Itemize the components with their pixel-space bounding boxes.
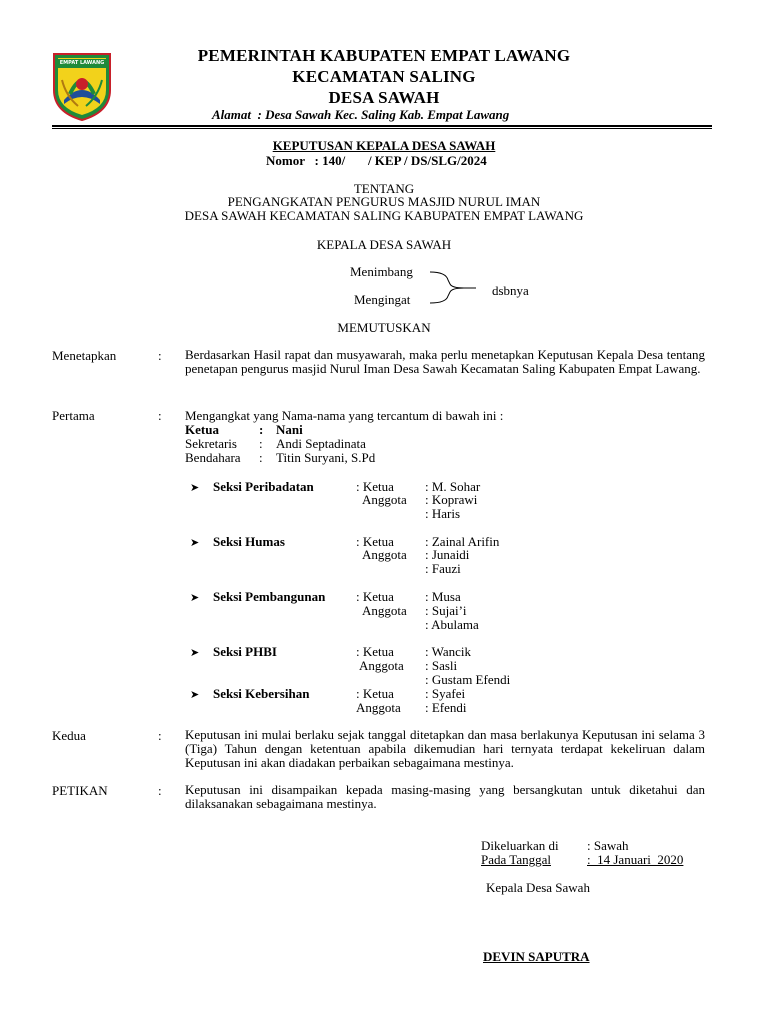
considering-label: Menimbang <box>350 264 413 279</box>
section-head-label: : Ketua <box>356 479 394 494</box>
core-name: Titin Suryani, S.Pd <box>276 450 376 465</box>
section-title: Seksi Kebersihan <box>213 686 310 701</box>
core-role: Ketua <box>185 422 219 437</box>
etc-label: dsbnya <box>492 283 529 298</box>
section-title: Seksi PHBI <box>213 644 277 659</box>
kedua-label: Kedua <box>52 728 86 743</box>
section-member-label: Anggota <box>359 658 404 673</box>
section-head-label: : Ketua <box>356 589 394 604</box>
core-role: Bendahara <box>185 450 241 465</box>
decides-heading: MEMUTUSKAN <box>337 320 431 335</box>
section-name: : Efendi <box>425 700 467 715</box>
letterhead-line-1: PEMERINTAH KABUPATEN EMPAT LAWANG <box>197 46 571 65</box>
date-value: : 14 Januari 2020 <box>587 852 684 867</box>
about-label: TENTANG <box>353 181 415 196</box>
letterhead-line-3: DESA SAWAH <box>328 88 440 107</box>
menetapkan-colon: : <box>158 348 162 363</box>
issued-at-label: Dikeluarkan di <box>481 838 559 853</box>
pertama-intro: Mengangkat yang Nama-nama yang tercantum di bawah ini : <box>185 408 504 423</box>
section-title: Seksi Peribadatan <box>213 479 314 494</box>
section-name: : Koprawi <box>425 492 478 507</box>
letterhead-line-2: KECAMATAN SALING <box>292 67 476 86</box>
address-line <box>212 107 509 123</box>
signer-name: DEVIN SAPUTRA <box>483 949 590 964</box>
date-label: Pada Tanggal <box>481 852 551 867</box>
subject-line-2: DESA SAWAH KECAMATAN SALING KABUPATEN EMPAT LAWANG <box>184 208 584 223</box>
logo-text: EMPAT LAWANG <box>59 60 105 66</box>
section-head-label: : Ketua <box>356 644 394 659</box>
kedua-text: Keputusan ini mulai berlaku sejak tanggal ditetapkan dan masa berlakunya Keputusan ini selama 3 (Tiga) Tahun dengan ketentuan apabila dikemudian hari ternyata terdapat kekeliruan dalam Keputusan ini akan diadakan perbaikan sebagaimana mestinya. <box>185 727 705 770</box>
pertama-colon: : <box>158 408 162 423</box>
core-name: Andi Septadinata <box>276 436 366 451</box>
menetapkan-text: Berdasarkan Hasil rapat dan musyawarah, maka perlu menetapkan Keputusan Kepala Desa tentang penetapan pengurus masjid Nurul Iman Desa Sawah Kecamatan Saling Kabupaten Empat Lawang. <box>185 347 705 376</box>
bullet-arrow-icon: ➤ <box>190 646 200 659</box>
section-member-label: Anggota <box>362 492 407 507</box>
curly-brace-icon <box>430 270 478 311</box>
section-name: : Fauzi <box>425 561 461 576</box>
bullet-arrow-icon: ➤ <box>190 591 200 604</box>
section-head-label: : Ketua <box>356 534 394 549</box>
petikan-colon: : <box>158 783 162 798</box>
section-head-label: : Ketua <box>356 686 394 701</box>
section-name: : Haris <box>425 506 461 521</box>
issued-at-value: : Sawah <box>587 838 629 853</box>
section-name: : Musa <box>425 589 461 604</box>
section-name: : Gustam Efendi <box>425 672 511 687</box>
core-role: Sekretaris <box>185 436 237 451</box>
section-name: : Junaidi <box>425 547 470 562</box>
petikan-text: Keputusan ini disampaikan kepada masing-masing yang bersangkutan untuk diketahui dan dilaksanakan sebagaimana mestinya. <box>185 782 705 811</box>
decree-number: Nomor : 140/ / KEP / DS/SLG/2024 <box>266 153 487 168</box>
section-name: : M. Sohar <box>425 479 481 494</box>
pertama-label: Pertama <box>52 408 95 423</box>
section-name: : Sujai’i <box>425 603 467 618</box>
authority-title: KEPALA DESA SAWAH <box>316 237 452 252</box>
section-member-label: Anggota <box>362 547 407 562</box>
core-colon: : <box>259 450 263 465</box>
letterhead-rule <box>52 125 712 129</box>
section-name: : Wancik <box>425 644 472 659</box>
address-value: : Desa Sawah Kec. Saling Kab. Empat Lawang <box>257 107 510 122</box>
bullet-arrow-icon: ➤ <box>190 481 200 494</box>
subject-line-1: PENGANGKATAN PENGURUS MASJID NURUL IMAN <box>227 194 541 209</box>
section-title: Seksi Humas <box>213 534 285 549</box>
kedua-colon: : <box>158 728 162 743</box>
section-name: : Abulama <box>425 617 479 632</box>
decree-title: KEPUTUSAN KEPALA DESA SAWAH <box>272 138 496 153</box>
section-title: Seksi Pembangunan <box>213 589 326 604</box>
menetapkan-label: Menetapkan <box>52 348 117 363</box>
bullet-arrow-icon: ➤ <box>190 536 200 549</box>
signer-position: Kepala Desa Sawah <box>486 880 590 895</box>
remembering-label: Mengingat <box>354 292 411 307</box>
core-name: Nani <box>276 422 303 437</box>
section-member-label: Anggota <box>356 700 401 715</box>
core-colon: : <box>259 422 264 437</box>
section-name: : Syafei <box>425 686 466 701</box>
address-label: Alamat <box>212 107 252 122</box>
petikan-label: PETIKAN <box>52 783 108 798</box>
bullet-arrow-icon: ➤ <box>190 688 200 701</box>
core-colon: : <box>259 436 263 451</box>
section-name: : Zainal Arifin <box>425 534 500 549</box>
section-name: : Sasli <box>425 658 458 673</box>
section-member-label: Anggota <box>362 603 407 618</box>
